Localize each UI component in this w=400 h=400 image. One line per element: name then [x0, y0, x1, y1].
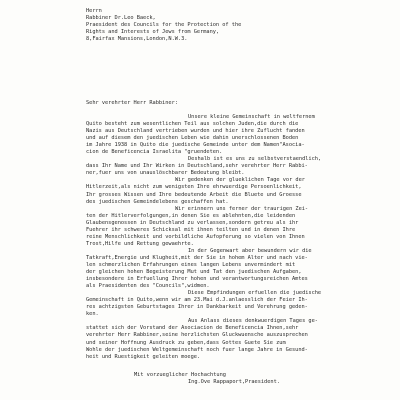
body-line: cion de Beneficencia Israelita "gruendeten. [86, 149, 223, 156]
body-line: Wir gedenken der glueklichen Tage vor der [175, 177, 305, 184]
body-line: res achtzigsten Geburtstages Ihrer in Dankbarkeit und Verehrung geden- [86, 304, 308, 311]
salutation-block [0, 100, 400, 107]
body-line: Fuehrer ihr schweres Schicksal mit ihnen teilten und in denen Ihre [86, 226, 296, 233]
body-line: und auf diesem den juedischen Leben wie dahin unerschlossenen Boden [86, 135, 299, 142]
letter-body [0, 114, 400, 361]
body-line: Unsere kleine Gemeinschaft in weltfernem [188, 114, 315, 120]
address-line: Rights and Interests of Jews from Germany, [86, 29, 220, 36]
body-line: der gleichen hohen Begeisterung Mut und Tat den juedischen Aufgaben, [86, 269, 302, 276]
salutation: Sehr verehrter Herr Rabbiner: [86, 100, 178, 106]
body-line: Nazis aus Deutschland vertrieben wurden und hier ihre Zuflucht fanden [86, 128, 305, 135]
body-line: Diese Empfindungen erfuellen die juedische [188, 290, 322, 297]
body-line: ner,fuer uns von unauslöschbarer Bedeutung bleibt. [86, 170, 245, 177]
body-line: In der Gegenwart aber bewundern wir die [188, 247, 312, 254]
address-line: 8,Fairfax Mansions,London,N.W.3. [86, 36, 188, 43]
signature-line: Ing.Ove Rappaport,Praesident. [188, 379, 280, 386]
body-line: insbesondere in Erfuellung Ihrer hohen und verantwortungsreichen Amtes [86, 276, 308, 283]
body-line: Gemeinschaft in Quito,wenn wir am 23.Mai d.J.anlaesslich der Feier Ih- [86, 297, 308, 304]
body-line: stattet sich der Vorstand der Asociacion de Beneficencia Ihnen,sehr [86, 325, 299, 332]
body-line: Hitlerzeit,als nicht zum wenigsten Ihre ehrwuerdige Persoenlichkeit, [86, 184, 302, 191]
body-line: Wir erinnern uns ferner der traurigen Zei- [175, 205, 309, 212]
body-line: Quito besteht zum wesentlichen Teil aus solchen Juden,die durch die [86, 121, 299, 128]
body-line: ken. [86, 311, 99, 318]
body-line: Aus Anlass dieses denkwuerdigen Tages ge- [188, 318, 318, 325]
body-line: verehrter Herr Rabbiner,seine herzlichsten Gluckwuensche auszusprechen [86, 332, 308, 339]
body-line: Glaubensgenossen in Deutschland zu verlassen,sondern getreu als ihr [86, 219, 299, 226]
body-line: des juedischen Gemeindelebens geschaffen hat. [86, 198, 229, 205]
address-line: Herrn [86, 8, 102, 14]
body-line: heit und Ruestigkeit geleiten moege. [86, 353, 201, 360]
address-line: Rabbiner Dr.Leo Baeck, [86, 15, 156, 22]
body-line: Ihr grosses Wissen und Ihre bedeutende Arbeit die Bluete und Groesse [86, 191, 302, 198]
body-line: Deshalb ist es uns zu selbstverstaendlich, [188, 156, 322, 163]
body-line: dass Ihr Name und Ihr Wirken in Deutschland,sehr verehrter Herr Rabbi- [86, 163, 308, 170]
body-line: und seiner Hoffnung Ausdruck zu geben,dass Gottes Guete Sie zum [86, 339, 286, 346]
closing-line: Mit vorzueglicher Hochachtung [134, 372, 226, 378]
address-block [0, 8, 400, 43]
body-line: ten der Hitlerverfolgungen,in denen Sie es ablehnten,die leidenden [86, 212, 296, 219]
body-line: len schmerzlichen Erfahrungen eines langen Lebens unvermindert mit [86, 261, 296, 268]
body-line: Wohle der juedischen Weltgemeinschaft noch fuer lange Jahre in Gesund- [86, 346, 308, 353]
body-line: Tatkraft,Energie und Klugheit,mit der Sie in hohem Alter und nach vie- [86, 254, 308, 261]
body-line: im Jahre 1938 in Quito die juedische Gemeinde unter dem Namen"Asocia- [86, 142, 305, 149]
body-line: reine Menschlichkeit und vorbildliche Aufopferung so vielen von Ihnen [86, 233, 305, 240]
body-line: Trost,Hilfe und Rettung gewaehrte. [86, 240, 194, 247]
closing-block [0, 372, 400, 386]
body-line: als Praesidenten des "Councils",widmen. [86, 283, 210, 290]
address-line: Praesident des Councils for the Protection of the [86, 22, 242, 29]
